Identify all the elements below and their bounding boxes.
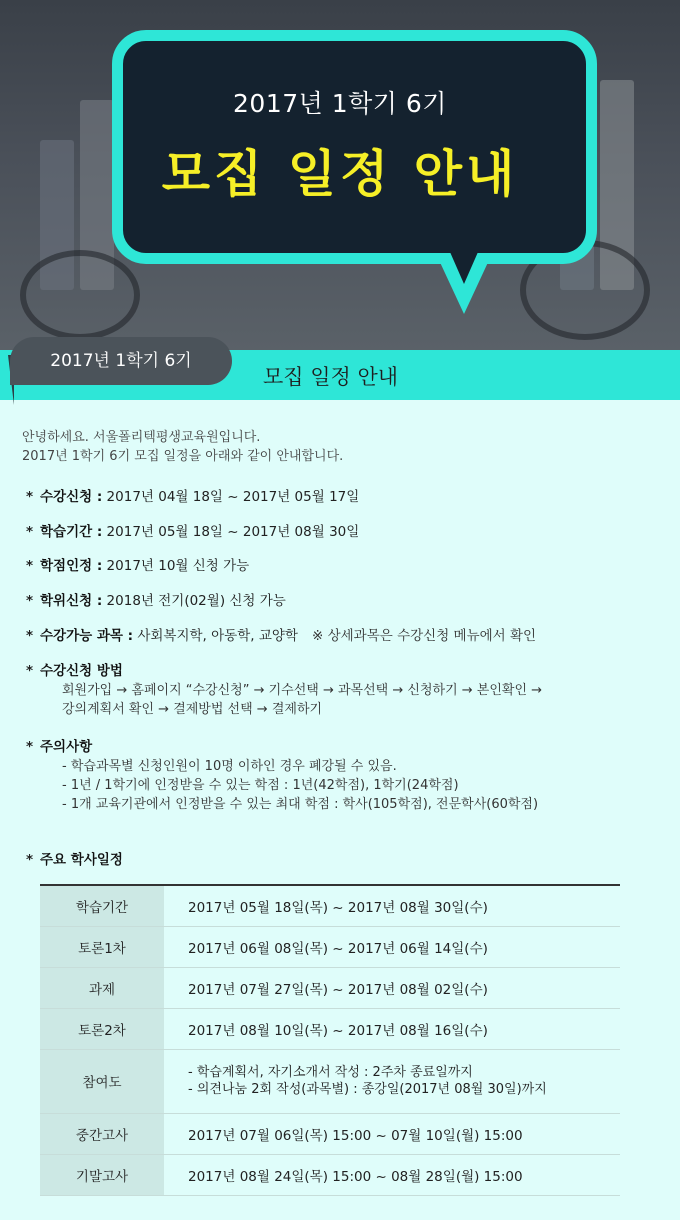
item-value: 사회복지학, 아동학, 교양학 (133, 628, 298, 644)
item-label: 학점인정 : (40, 558, 103, 574)
bullet-star: * (26, 628, 34, 644)
table-row (40, 1113, 620, 1154)
row-value: 2017년 06월 08일(목) ~ 2017년 06월 14일(수) (164, 926, 620, 967)
row-header: 토론1차 (40, 926, 164, 967)
info-credit-recognition (26, 556, 249, 576)
hero-title: 모집 일정 안내 (161, 145, 519, 203)
method-step-line: 강의계획서 확인 → 결제방법 선택 → 결제하기 (62, 702, 323, 717)
table-row (40, 885, 620, 926)
item-label: 주의사항 (40, 739, 93, 755)
item-value: 2017년 05월 18일 ~ 2017년 08월 30일 (102, 524, 360, 540)
bullet-star: * (26, 852, 34, 868)
table-row (40, 1008, 620, 1049)
item-label: 수강신청 방법 (40, 663, 123, 679)
row-value: 2017년 07월 06일(목) 15:00 ~ 07월 10일(월) 15:00 (164, 1113, 620, 1154)
item-label: 수강가능 과목 : (40, 628, 134, 644)
info-registration (26, 487, 359, 507)
item-value: 2017년 10월 신청 가능 (102, 558, 250, 574)
info-study-period (26, 522, 359, 542)
section-title: 모집 일정 안내 (263, 365, 399, 389)
intro-line: 2017년 1학기 6기 모집 일정을 아래와 같이 안내합니다. (22, 449, 344, 464)
notice-line: - 학습과목별 신청인원이 10명 이하인 경우 폐강될 수 있음. (62, 759, 397, 774)
speech-bubble-tail-inner (450, 252, 478, 284)
table-row (40, 1154, 620, 1195)
row-header: 과제 (40, 967, 164, 1008)
background-glasses (20, 250, 140, 340)
table-row (40, 1049, 620, 1113)
row-value (164, 1049, 620, 1113)
info-degree-application (26, 591, 286, 611)
row-header: 기말고사 (40, 1154, 164, 1195)
table-row (40, 926, 620, 967)
bullet-star: * (26, 524, 34, 540)
notice-line: - 1개 교육기관에서 인정받을 수 있는 최대 학점 : 학사(105학점), 전문학사(60학점) (62, 797, 539, 812)
intro-line: 안녕하세요. 서울폴리텍평생교육원입니다. (22, 430, 261, 445)
participation-line: - 학습계획서, 자기소개서 작성 : 2주차 종료일까지 (188, 1065, 473, 1080)
row-value: 2017년 07월 27일(목) ~ 2017년 08월 02일(수) (164, 967, 620, 1008)
table-row (40, 967, 620, 1008)
row-header: 토론2차 (40, 1008, 164, 1049)
row-header: 참여도 (40, 1049, 164, 1113)
method-step-line: 회원가입 → 홈페이지 “수강신청” → 기수선택 → 과목선택 → 신청하기 → 본인확인 → (62, 683, 543, 698)
bullet-star: * (26, 593, 34, 609)
item-label: 주요 학사일정 (40, 852, 123, 868)
intro-text (22, 428, 343, 466)
item-label: 수강신청 : (40, 489, 103, 505)
info-available-courses (26, 626, 536, 646)
bullet-star: * (26, 739, 34, 755)
participation-line: - 의견나눔 2회 작성(과목별) : 종강일(2017년 08월 30일)까지 (188, 1082, 547, 1097)
info-notices (26, 737, 538, 814)
bullet-star: * (26, 663, 34, 679)
hero-subtitle: 2017년 1학기 6기 (233, 89, 447, 118)
row-header: 학습기간 (40, 885, 164, 926)
semester-tab: 2017년 1학기 6기 (10, 337, 232, 385)
row-value: 2017년 08월 24일(목) 15:00 ~ 08월 28일(월) 15:00 (164, 1154, 620, 1195)
notice-line: - 1년 / 1학기에 인정받을 수 있는 학점 : 1년(42학점), 1학기(24학점) (62, 778, 459, 793)
row-header: 중간고사 (40, 1113, 164, 1154)
hero-banner (0, 0, 680, 350)
schedule-heading (26, 850, 123, 870)
item-label: 학위신청 : (40, 593, 103, 609)
row-value: 2017년 08월 10일(목) ~ 2017년 08월 16일(수) (164, 1008, 620, 1049)
item-value: 2018년 전기(02월) 신청 가능 (102, 593, 286, 609)
item-note: ※ 상세과목은 수강신청 메뉴에서 확인 (311, 628, 537, 644)
schedule-table (40, 884, 620, 1196)
row-value: 2017년 05월 18일(목) ~ 2017년 08월 30일(수) (164, 885, 620, 926)
bullet-star: * (26, 489, 34, 505)
bullet-star: * (26, 558, 34, 574)
item-value: 2017년 04월 18일 ~ 2017년 05월 17일 (102, 489, 360, 505)
item-label: 학습기간 : (40, 524, 103, 540)
info-registration-method (26, 661, 542, 719)
